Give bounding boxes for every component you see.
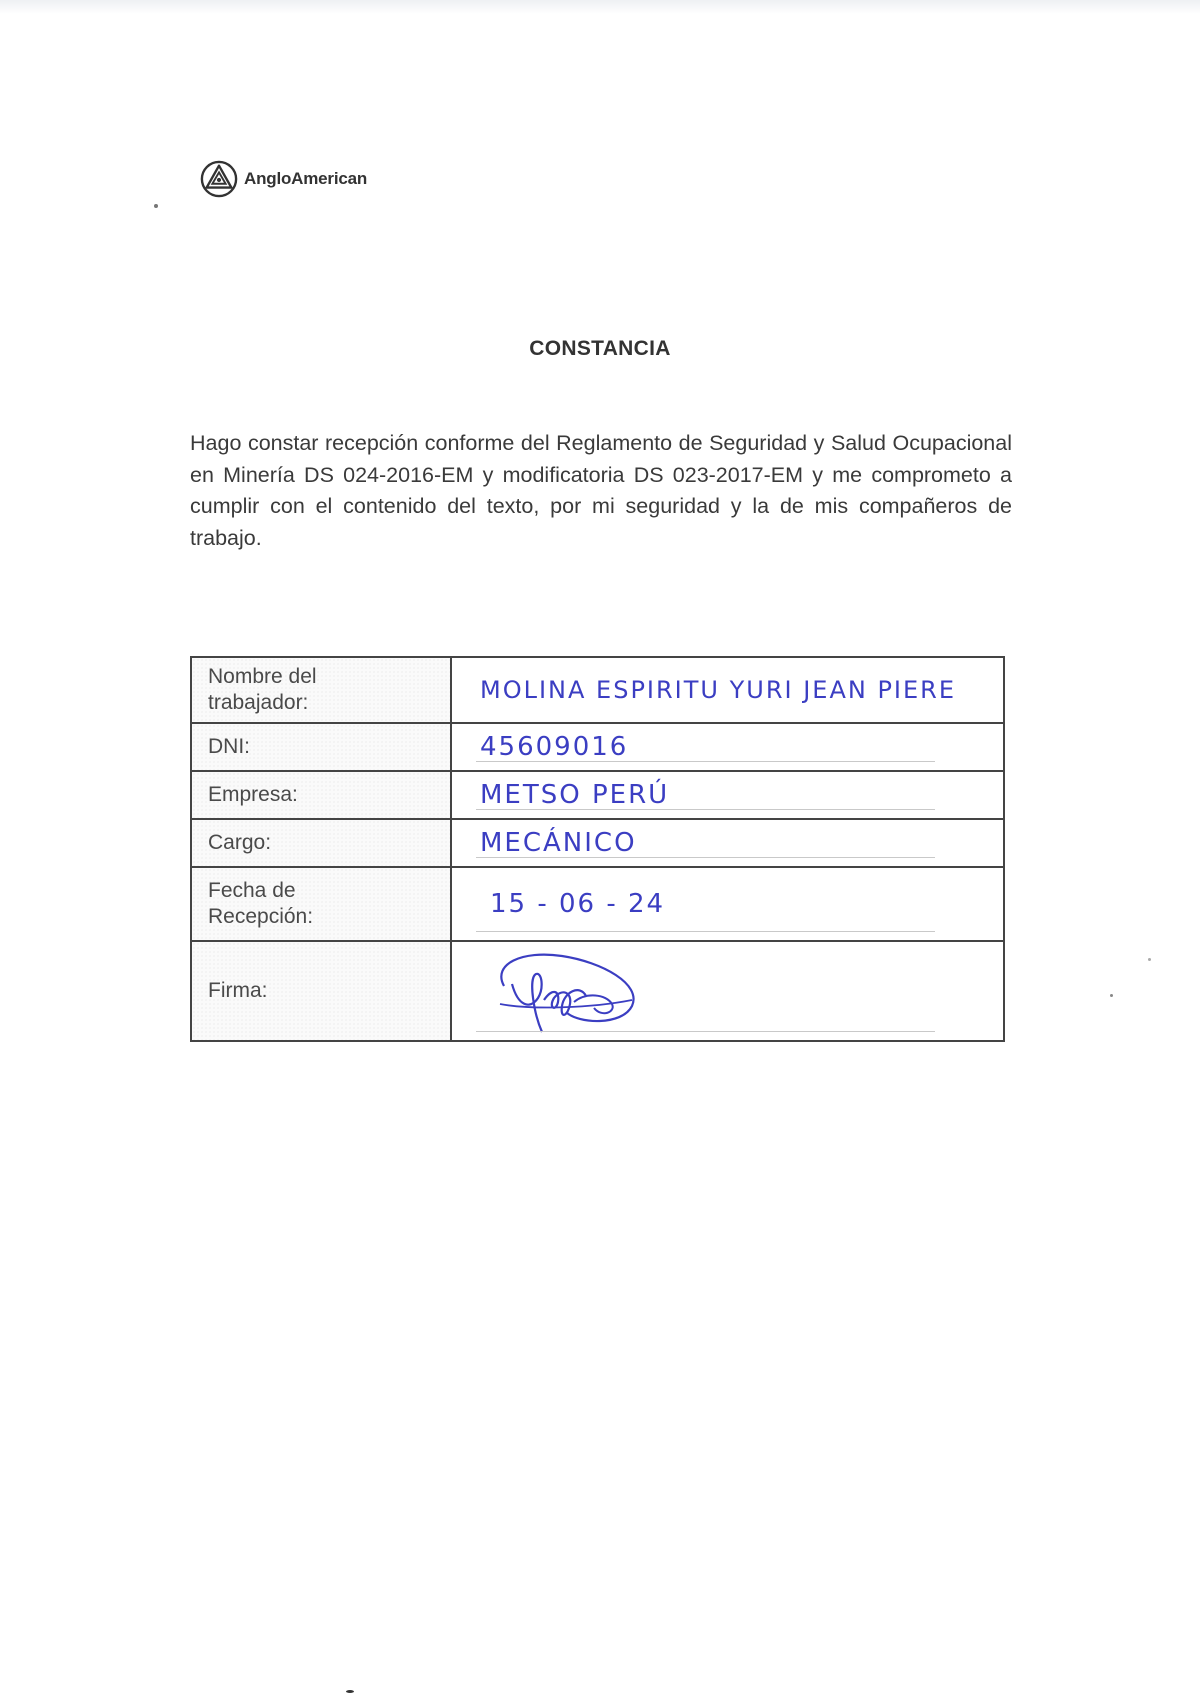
dni-value: 45609016 — [480, 732, 629, 762]
worker-form-table — [190, 656, 1005, 1042]
document-title: CONSTANCIA — [529, 337, 671, 360]
dni-underline — [476, 761, 935, 762]
value-fecha — [451, 867, 1004, 941]
label-dni — [191, 723, 451, 771]
logo-text: AngloAmerican — [244, 169, 368, 188]
fecha-underline — [476, 931, 935, 932]
form-row-fecha — [191, 867, 1004, 941]
label-cargo — [191, 819, 451, 867]
form-row-firma — [191, 941, 1004, 1041]
scan-speck — [1148, 958, 1151, 961]
anglo-american-logo-icon — [200, 160, 238, 198]
handwritten-signature-icon — [482, 944, 672, 1039]
firma-underline — [476, 1031, 935, 1032]
label-cargo-text: Cargo: — [208, 831, 272, 854]
label-empresa-text: Empresa: — [208, 783, 298, 806]
label-firma — [191, 941, 451, 1041]
value-empresa — [451, 771, 1004, 819]
label-nombre-text: Nombre del trabajador: — [208, 665, 317, 714]
value-cargo — [451, 819, 1004, 867]
scan-edge — [0, 0, 1200, 14]
label-dni-text: DNI: — [208, 735, 250, 758]
value-dni — [451, 723, 1004, 771]
value-nombre — [451, 657, 1004, 723]
scan-speck — [346, 1690, 354, 1693]
empresa-underline — [476, 809, 935, 810]
form-row-dni — [191, 723, 1004, 771]
fecha-value: 15 - 06 - 24 — [490, 889, 666, 919]
form-row-cargo — [191, 819, 1004, 867]
label-fecha — [191, 867, 451, 941]
form-row-nombre — [191, 657, 1004, 723]
label-nombre — [191, 657, 451, 723]
cargo-value: MECÁNICO — [480, 828, 637, 858]
label-fecha-text: Fecha de Recepción: — [208, 879, 314, 928]
company-logo — [200, 160, 367, 198]
form-row-empresa — [191, 771, 1004, 819]
scan-speck — [154, 204, 158, 208]
worker-name-value: MOLINA ESPIRITU YURI JEAN PIERE — [480, 676, 957, 704]
label-firma-text: Firma: — [208, 979, 268, 1002]
empresa-value: METSO PERÚ — [480, 780, 670, 810]
document-paragraph: Hago constar recepción conforme del Reglamento de Seguridad y Salud Ocupacional en Minería DS 024-2016-EM y modificatoria DS 023-2017-EM y me comprometo a cumplir con el contenido del texto, por mi seguridad y la de mis compañeros de trabajo. — [190, 431, 1012, 550]
ink-dot — [1110, 994, 1113, 997]
label-empresa — [191, 771, 451, 819]
value-firma — [451, 941, 1004, 1041]
cargo-underline — [476, 857, 935, 858]
